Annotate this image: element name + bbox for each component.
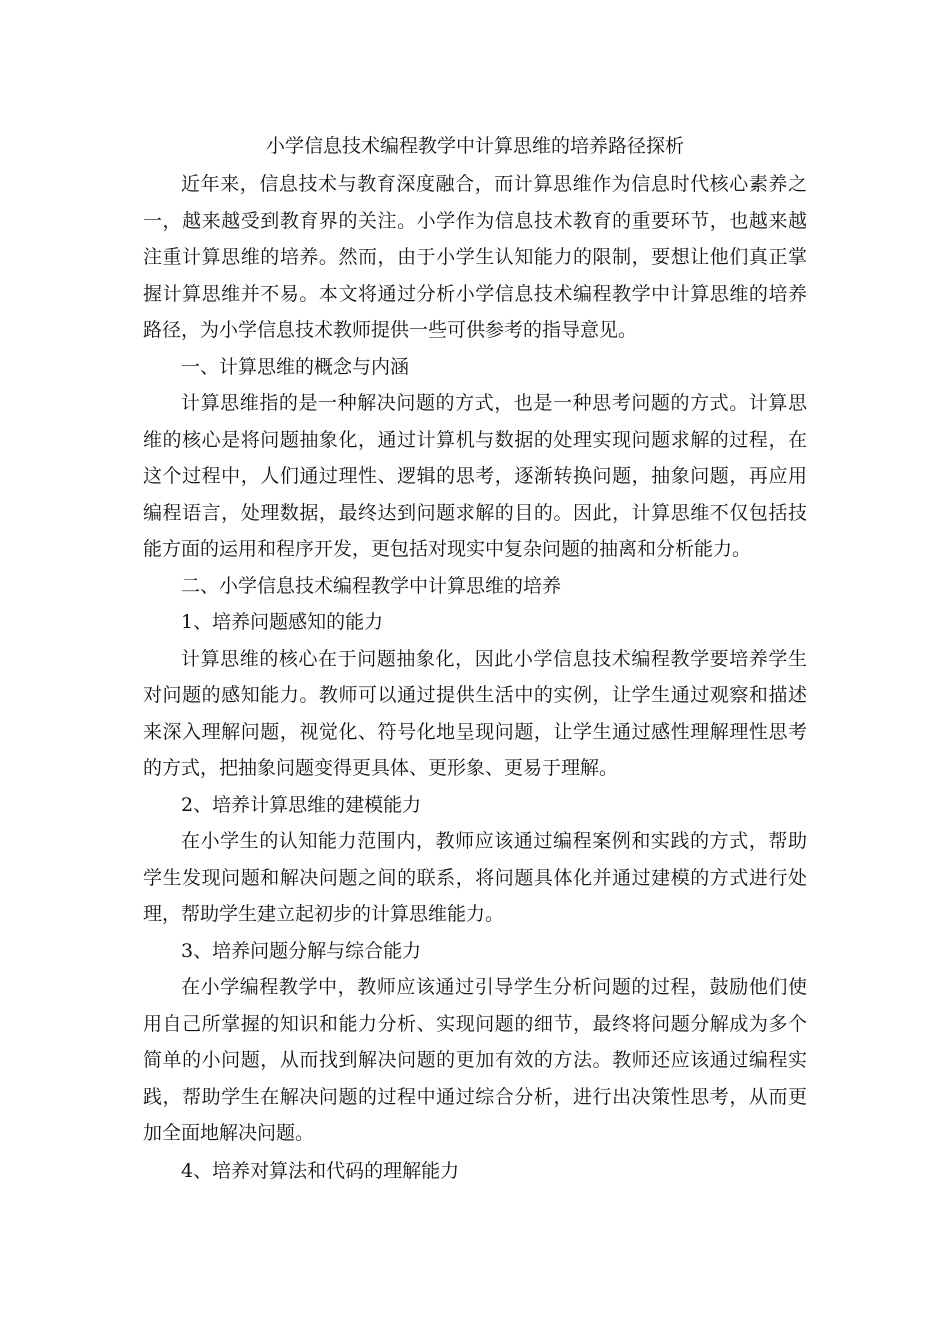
subsection-1-paragraph: 计算思维的核心在于问题抽象化，因此小学信息技术编程教学要培养学生对问题的感知能力。教师可以通过提供生活中的实例，让学生通过观察和描述来深入理解问题，视觉化、符号化地呈现问题，让学生通过感性理解理性思考的方式，把抽象问题变得更具体、更形象、更易于理解。 <box>143 647 807 779</box>
subsection-4-heading: 4、培养对算法和代码的理解能力 <box>181 1159 460 1182</box>
section-2-heading: 二、小学信息技术编程教学中计算思维的培养 <box>181 574 562 597</box>
subsection-3-paragraph: 在小学编程教学中，教师应该通过引导学生分析问题的过程，鼓励他们使用自己所掌握的知识和能力分析、实现问题的细节，最终将问题分解成为多个简单的小问题，从而找到解决问题的更加有效的方法。教师还应该通过编程实践，帮助学生在解决问题的过程中通过综合分析，进行出决策性思考，从而更加全面地解决问题。 <box>143 976 807 1144</box>
intro-paragraph: 近年来，信息技术与教育深度融合，而计算思维作为信息时代核心素养之一，越来越受到教育界的关注。小学作为信息技术教育的重要环节，也越来越注重计算思维的培养。然而，由于小学生认知能力的限制，要想让他们真正掌握计算思维并不易。本文将通过分析小学信息技术编程教学中计算思维的培养路径，为小学信息技术教师提供一些可供参考的指导意见。 <box>143 173 807 341</box>
section-1-heading: 一、计算思维的概念与内涵 <box>181 355 410 378</box>
subsection-2-paragraph: 在小学生的认知能力范围内，教师应该通过编程案例和实践的方式，帮助学生发现问题和解决问题之间的联系，将问题具体化并通过建模的方式进行处理，帮助学生建立起初步的计算思维能力。 <box>143 830 807 925</box>
document-body <box>143 128 807 1189</box>
subsection-2-heading: 2、培养计算思维的建模能力 <box>181 793 422 816</box>
subsection-1-heading: 1、培养问题感知的能力 <box>181 611 384 633</box>
subsection-3-heading: 3、培养问题分解与综合能力 <box>181 939 422 962</box>
section-1-paragraph: 计算思维指的是一种解决问题的方式，也是一种思考问题的方式。计算思维的核心是将问题抽象化，通过计算机与数据的处理实现问题求解的过程，在这个过程中，人们通过理性、逻辑的思考，逐渐转换问题，抽象问题，再应用编程语言，处理数据，最终达到问题求解的目的。因此，计算思维不仅包括技能方面的运用和程序开发，更包括对现实中复杂问题的抽离和分析能力。 <box>143 392 807 560</box>
document-title: 小学信息技术编程教学中计算思维的培养路径探析 <box>265 135 684 157</box>
